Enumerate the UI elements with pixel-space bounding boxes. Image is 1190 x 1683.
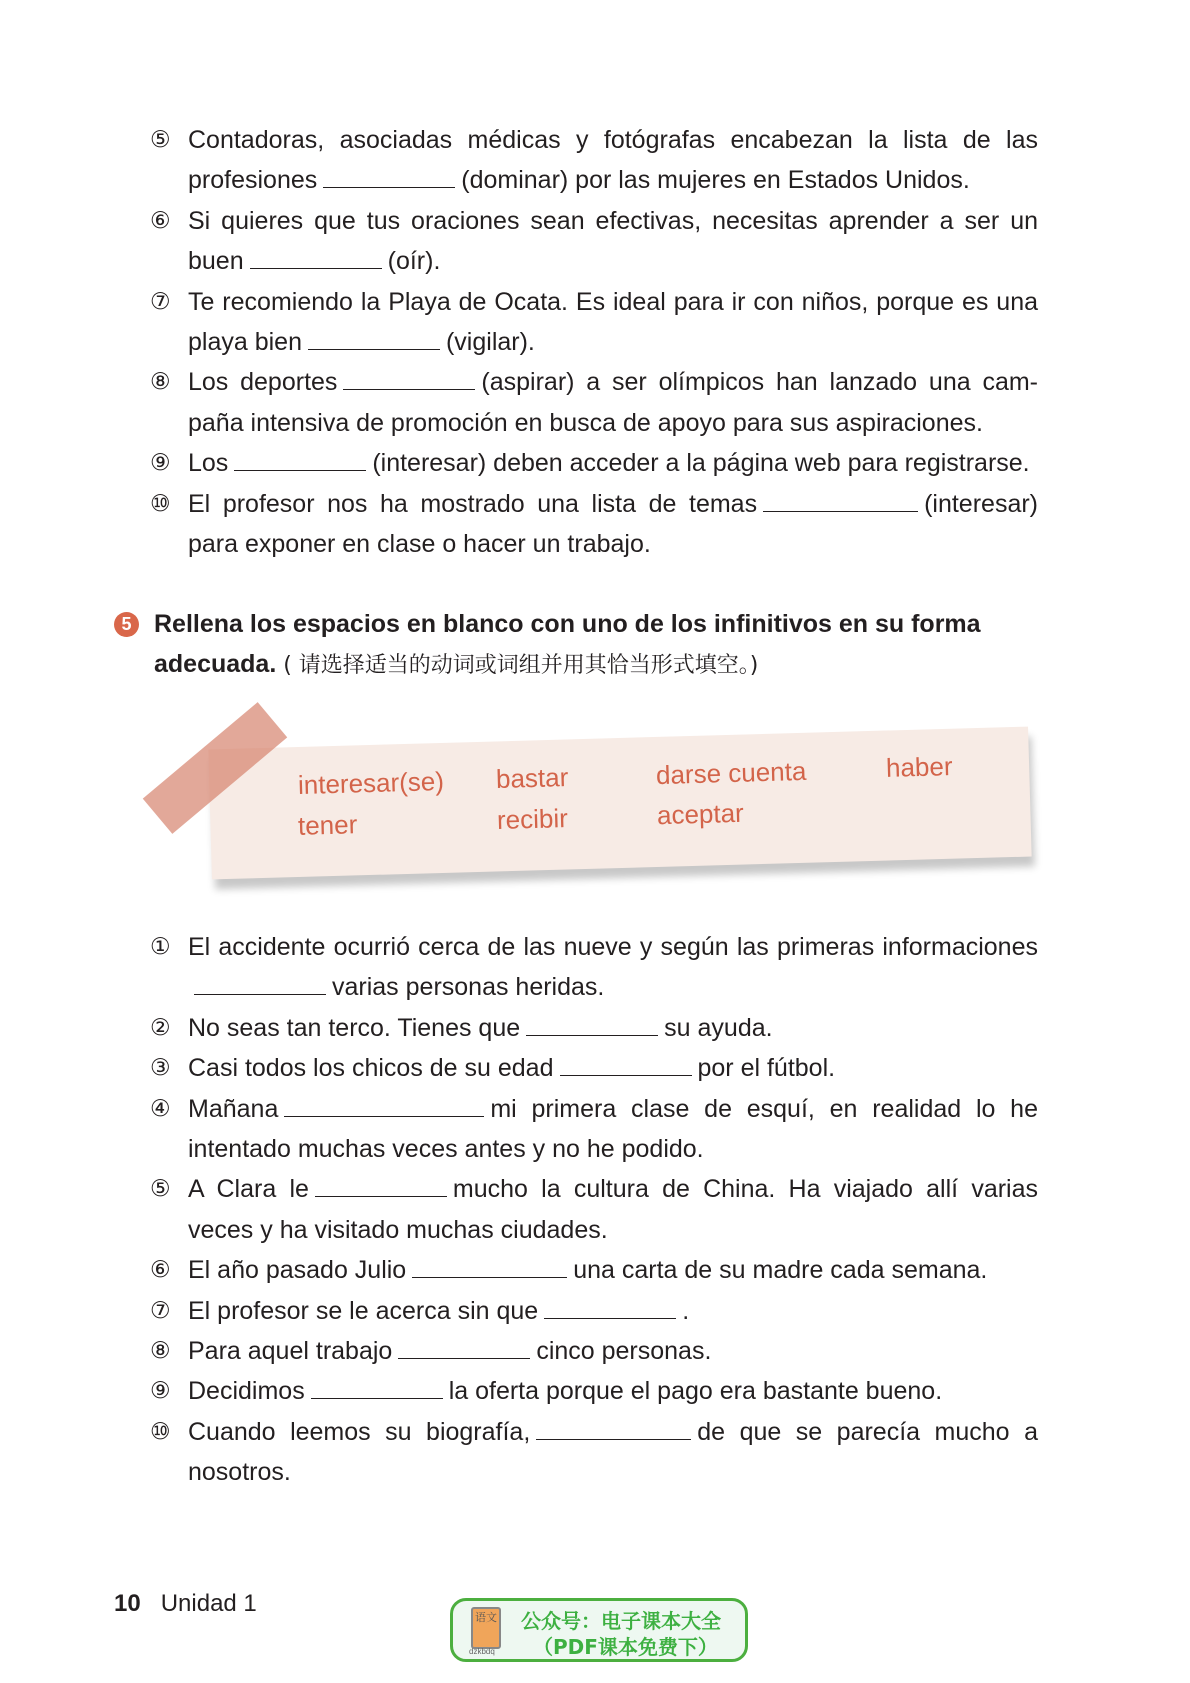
exercise-item [150,1331,1038,1371]
item-number: ⑧ [150,369,171,396]
word-bank-item: recibir [496,803,569,835]
item-text: (aspirar) a ser olímpicos han lanzado una campaña intensiva de promoción en busca de apoyo para sus aspiraciones. [188,368,1038,437]
item-text: El profesor nos ha mostrado una lista de temas [188,489,758,518]
answer-blank[interactable] [234,448,366,471]
exercise-item [150,1291,1038,1331]
exercise-item [150,927,1038,1008]
item-text: Los [188,449,229,478]
answer-blank[interactable] [526,1013,658,1036]
exercise-item [150,120,1038,201]
item-number: ⑧ [150,1338,171,1365]
item-text: mucho la cultura de China. Ha viajado allí varias veces y ha visitado muchas ciudades. [188,1175,1039,1244]
exercise-5-list [150,927,1038,1493]
watermark-line1: 公众号：电子课本大全 [521,1609,721,1633]
exercise-item [150,1169,1038,1250]
page-footer [114,1590,257,1618]
item-number: ⑤ [150,1176,171,1203]
word-bank-item: haber [885,751,953,783]
item-number: ⑨ [150,1378,171,1405]
exercise-item [150,443,1038,483]
item-text: por el fútbol. [697,1054,836,1083]
item-number: ⑥ [150,207,171,234]
item-number: ⑤ [150,127,171,153]
answer-blank[interactable] [194,972,326,995]
item-text: Casi todos los chicos de su edad [188,1054,554,1083]
item-number: ⑨ [150,450,171,477]
answer-blank[interactable] [250,246,382,269]
item-text: Para aquel trabajo [188,1337,393,1366]
answer-blank[interactable] [323,165,455,188]
answer-blank[interactable] [308,327,440,350]
item-text: (interesar) deben acceder a la página web para registrarse. [372,449,1030,478]
item-number: ③ [150,1055,171,1082]
section-number-badge: 5 [114,612,139,637]
answer-blank[interactable] [763,489,918,512]
answer-blank[interactable] [284,1094,484,1117]
exercise-item [150,1048,1038,1088]
answer-blank[interactable] [560,1053,692,1076]
item-text: Te recomiendo la Playa de Ocata. Es ideal para ir con niños, porque es una playa bien [188,287,1038,357]
item-text: Decidimos [188,1377,305,1406]
answer-blank[interactable] [398,1336,530,1359]
answer-blank[interactable] [544,1296,676,1319]
item-text: Mañana [188,1094,279,1123]
word-bank-item: bastar [495,761,569,795]
exercise-item [150,1089,1038,1170]
item-text: cinco personas. [536,1337,712,1366]
exercise-item [150,484,1038,565]
item-number: ⑩ [150,490,171,517]
item-number: ⑥ [150,1257,171,1284]
word-bank-item: aceptar [656,797,745,831]
item-text: (dominar) por las mujeres en Estados Unidos. [461,166,970,195]
answer-blank[interactable] [311,1376,443,1399]
answer-blank[interactable] [536,1417,691,1440]
item-text: El profesor se le acerca sin que [188,1296,539,1325]
item-number: ① [150,934,171,960]
watermark-small: dzkbdq [469,1647,495,1656]
item-text: Contadoras, asociadas médicas y fotógrafas encabezan la lista de las profesiones [188,126,1038,195]
item-text: varias personas heridas. [332,973,605,1002]
item-text: su ayuda. [664,1013,773,1042]
exercise-item [150,201,1038,282]
exercise-item [150,1371,1038,1411]
item-text: de que se parecía mucho a nosotros. [188,1417,1038,1487]
item-text: A Clara le [188,1175,309,1204]
unit-label: Unidad 1 [160,1590,257,1617]
item-text: El año pasado Julio [188,1256,407,1285]
word-bank-note [208,727,1031,880]
item-number: ⑩ [150,1418,171,1445]
answer-blank[interactable] [315,1174,447,1197]
exercise-4-list [150,120,1038,564]
word-bank-item: tener [297,809,358,841]
section-title: Rellena los espacios en blanco con uno de los infinitivos en su forma adecuada. [154,610,981,679]
exercise-item [150,282,1038,363]
item-number: ⑦ [150,288,171,315]
item-text: una carta de su madre cada semana. [573,1256,988,1285]
word-bank-item: darse cuenta [655,755,807,791]
item-text: Los deportes [188,368,338,397]
word-bank-item: interesar(se) [297,765,445,801]
item-text: Si quieres que tus oraciones sean efectivas, necesitas aprender a ser un buen [188,206,1038,276]
item-text: la oferta porque el pago era bastante bueno. [448,1377,943,1406]
item-number: ④ [150,1095,171,1122]
item-number: ② [150,1014,171,1041]
exercise-item [150,362,1038,443]
section-5-heading [114,604,1044,687]
item-text: Cuando leemos su biografía, [188,1417,531,1446]
section-instruction-cn: ( 请选择适当的动词或词组并用其恰当形式填空。) [283,653,759,679]
item-text: (interesar) para exponer en clase o hacer un trabajo. [188,489,1038,559]
exercise-item [150,1250,1038,1290]
item-text: No seas tan terco. Tienes que [188,1013,521,1042]
item-text: (vigilar). [445,328,535,357]
item-number: ⑦ [150,1297,171,1324]
exercise-item [150,1412,1038,1493]
item-text: El accidente ocurrió cerca de las nueve y según las primeras informaciones [188,933,1038,961]
book-icon: 语文 [471,1607,501,1649]
watermark-line2: （PDF课本免费下） [533,1635,718,1659]
item-text: (oír). [387,247,441,276]
item-text: . [682,1296,690,1325]
answer-blank[interactable] [343,367,475,390]
exercise-item [150,1008,1038,1048]
item-text: mi primera clase de esquí, en realidad lo he intentado muchas veces antes y no he podido. [188,1094,1038,1164]
watermark-logo [450,1598,748,1662]
page-number: 10 [114,1590,141,1617]
answer-blank[interactable] [412,1255,567,1278]
